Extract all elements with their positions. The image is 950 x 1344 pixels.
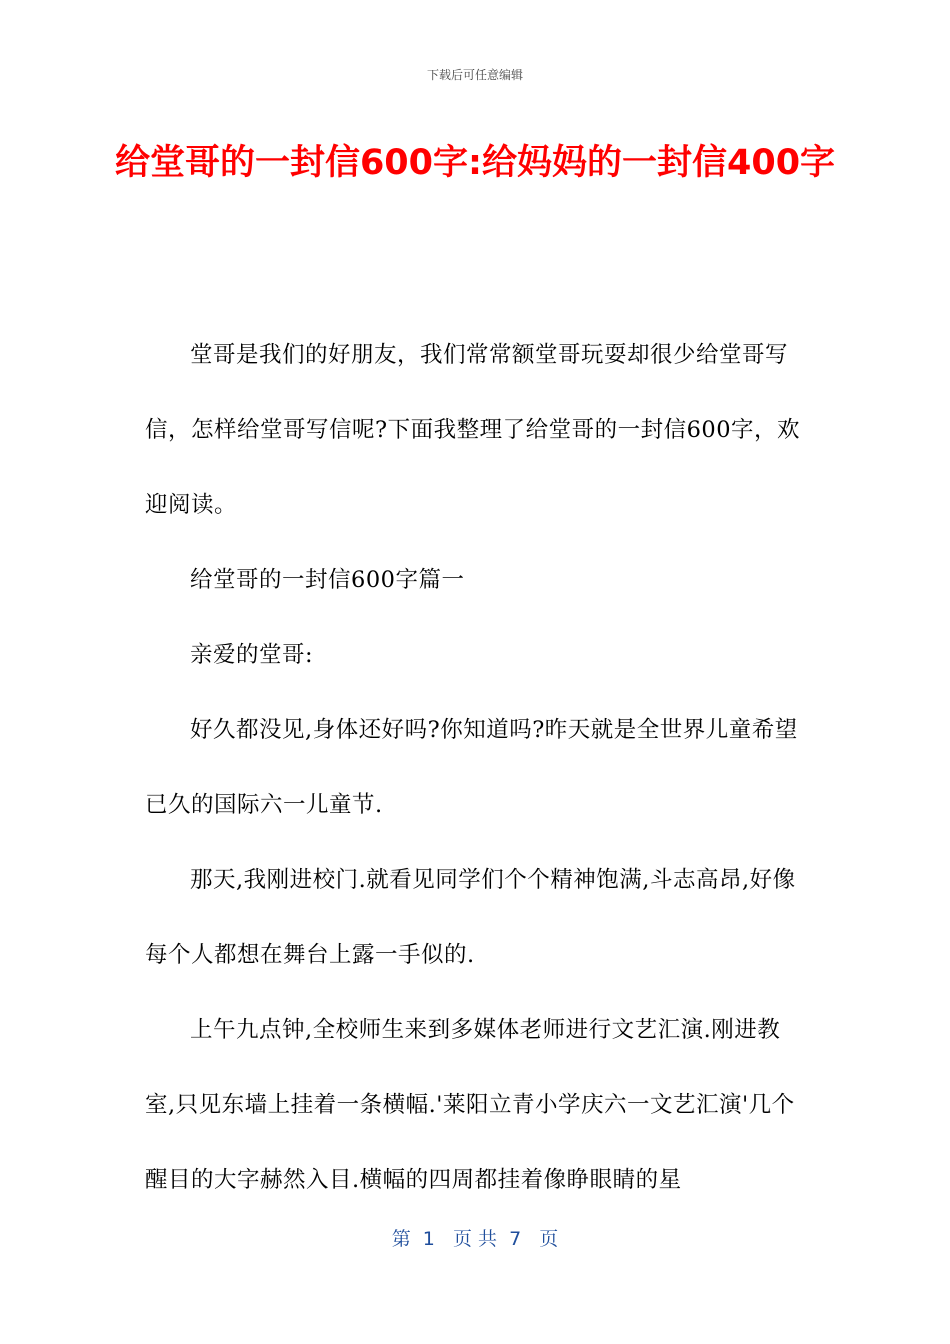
paragraph: 给堂哥的一封信600字篇一 [190, 567, 465, 593]
paragraph: 那天,我刚进校门.就看见同学们个个精神饱满,斗志高昂,好像每个人都想在舞台上露一手似的. [145, 867, 796, 968]
paragraph: 亲爱的堂哥: [190, 642, 314, 668]
header-note: 下载后可任意编辑 [426, 68, 523, 82]
paragraph: 好久都没见,身体还好吗?你知道吗?昨天就是全世界儿童希望已久的国际六一儿童节. [145, 717, 798, 818]
paragraph: 堂哥是我们的好朋友，我们常常额堂哥玩耍却很少给堂哥写信，怎样给堂哥写信呢?下面我整理了给堂哥的一封信600字，欢迎阅读。 [145, 342, 801, 518]
document-body [145, 318, 805, 1218]
page-number-footer: 第 1 页 共 7 页 [391, 1228, 559, 1250]
paragraph: 上午九点钟,全校师生来到多媒体老师进行文艺汇演.刚进教室,只见东墙上挂着一条横幅.'莱阳立青小学庆六一文艺汇演'几个醒目的大字赫然入目.横幅的四周都挂着像睁眼睛的星 [145, 1017, 795, 1193]
document-title: 给堂哥的一封信600字:给妈妈的一封信400字 [114, 143, 836, 183]
